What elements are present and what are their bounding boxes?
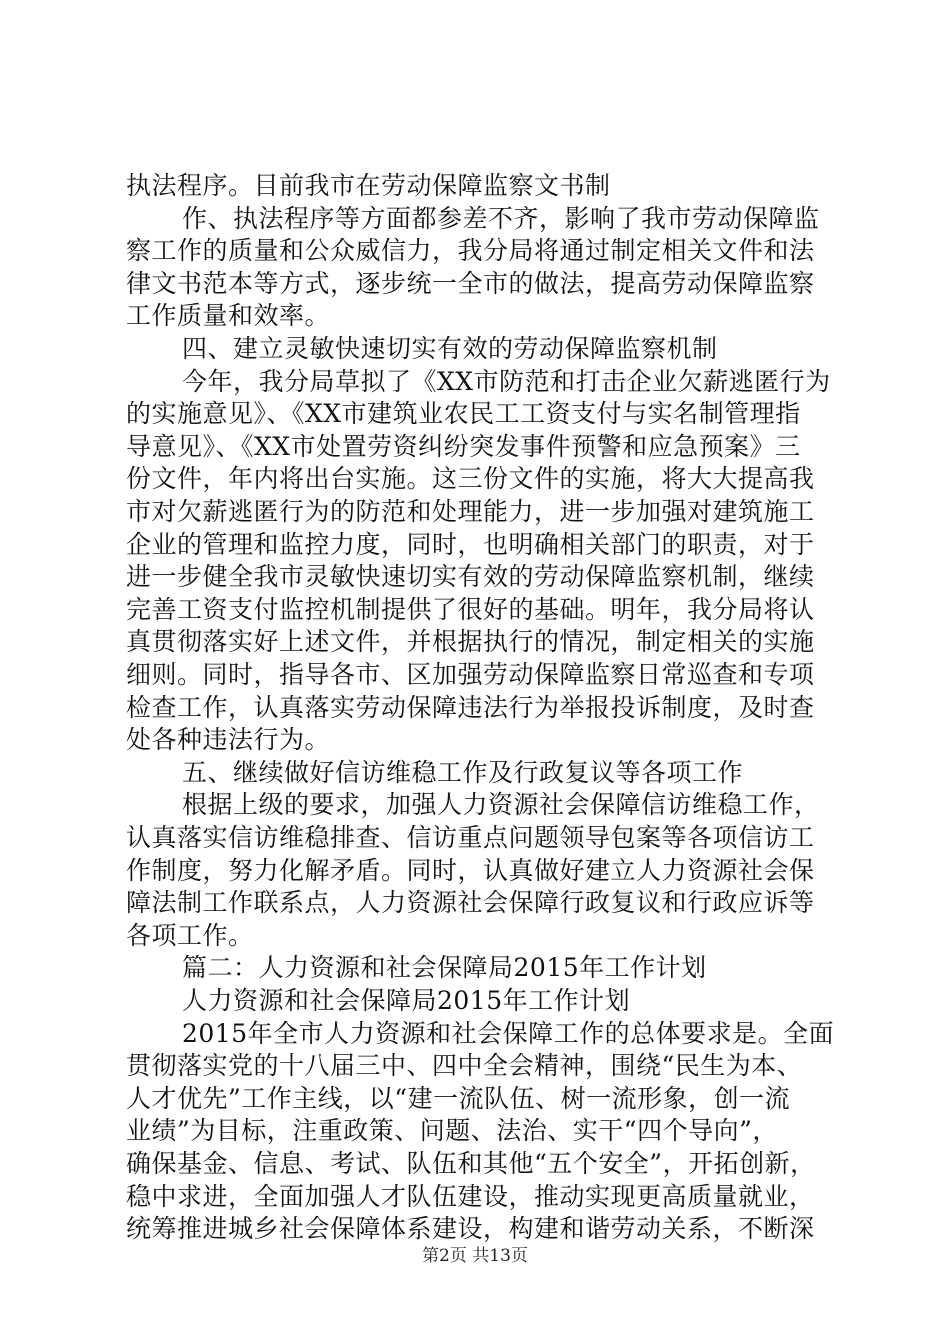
text-line: 作、执法程序等方面都参差不齐，影响了我市劳动保障监 (182, 203, 820, 233)
text-line: 真贯彻落实好上述文件，并根据执行的情况，制定相关的实施 (126, 627, 815, 657)
section-heading: 五、继续做好信访维稳工作及行政复议等各项工作 (182, 757, 744, 787)
text-line: 今年，我分局草拟了《XX市防范和打击企业欠薪逃匿行为 (182, 366, 831, 396)
text-line: 确保基金、信息、考试、队伍和其他“五个安全”，开拓创新， (126, 1149, 816, 1178)
section-heading: 四、建立灵敏快速切实有效的劳动保障监察机制 (182, 334, 718, 363)
text-line: 障法制工作联系点，人力资源社会保障行政复议和行政应诉等 (126, 888, 815, 918)
text-line: 根据上级的要求，加强人力资源社会保障信访维稳工作， (182, 790, 820, 820)
section-heading: 人力资源和社会保障局2015年工作计划 (182, 986, 631, 1015)
text-line: 细则。同时，指导各市、区加强劳动保障监察日常巡查和专项 (126, 660, 815, 689)
text-line: 执法程序。目前我市在劳动保障监察文书制 (126, 171, 611, 200)
text-line: 工作质量和效率。 (126, 301, 331, 331)
text-line: 导意见》、《XX市处置劳资纠纷突发事件预警和应急预案》三 (126, 431, 801, 461)
text-line: 作制度，努力化解矛盾。同时，认真做好建立人力资源社会保 (126, 855, 815, 885)
text-line: 业绩”为目标，注重政策、问题、法治、实干“四个导向”， (126, 1116, 778, 1146)
text-line: 稳中求进，全面加强人才队伍建设，推动实现更高质量就业， (126, 1181, 815, 1211)
text-line: 完善工资支付监控机制提供了很好的基础。明年，我分局将认 (126, 594, 815, 624)
text-line: 份文件，年内将出台实施。这三份文件的实施，将大大提高我 (126, 464, 815, 494)
section-heading: 篇二：人力资源和社会保障局2015年工作计划 (182, 953, 707, 983)
text-line: 律文书范本等方式，逐步统一全市的做法，提高劳动保障监察 (126, 268, 815, 298)
text-line: 市对欠薪逃匿行为的防范和处理能力，进一步加强对建筑施工 (126, 497, 815, 526)
text-line: 的实施意见》、《XX市建筑业农民工工资支付与实名制管理指 (126, 399, 801, 429)
text-line: 察工作的质量和公众威信力，我分局将通过制定相关文件和法 (126, 236, 815, 266)
text-line: 检查工作，认真落实劳动保障违法行为举报投诉制度，及时查 (126, 692, 815, 722)
text-line: 贯彻落实党的十八届三中、四中全会精神，围绕“民生为本、 (126, 1051, 803, 1081)
text-line: 统筹推进城乡社会保障体系建设，构建和谐劳动关系，不断深 (126, 1214, 815, 1244)
text-line: 认真落实信访维稳排查、信访重点问题领导包案等各项信访工 (126, 823, 815, 852)
text-line: 各项工作。 (126, 920, 254, 950)
page-number: 第2页 共13页 (422, 1246, 528, 1266)
text-line: 企业的管理和监控力度，同时，也明确相关部门的职责，对于 (126, 529, 815, 559)
text-line: 2015年全市人力资源和社会保障工作的总体要求是。全面 (182, 1018, 835, 1048)
text-line: 处各种违法行为。 (126, 725, 331, 755)
text-line: 进一步健全我市灵敏快速切实有效的劳动保障监察机制，继续 (126, 562, 815, 592)
text-line: 人才优先”工作主线，以“建一流队伍、树一流形象，创一流 (126, 1083, 791, 1113)
